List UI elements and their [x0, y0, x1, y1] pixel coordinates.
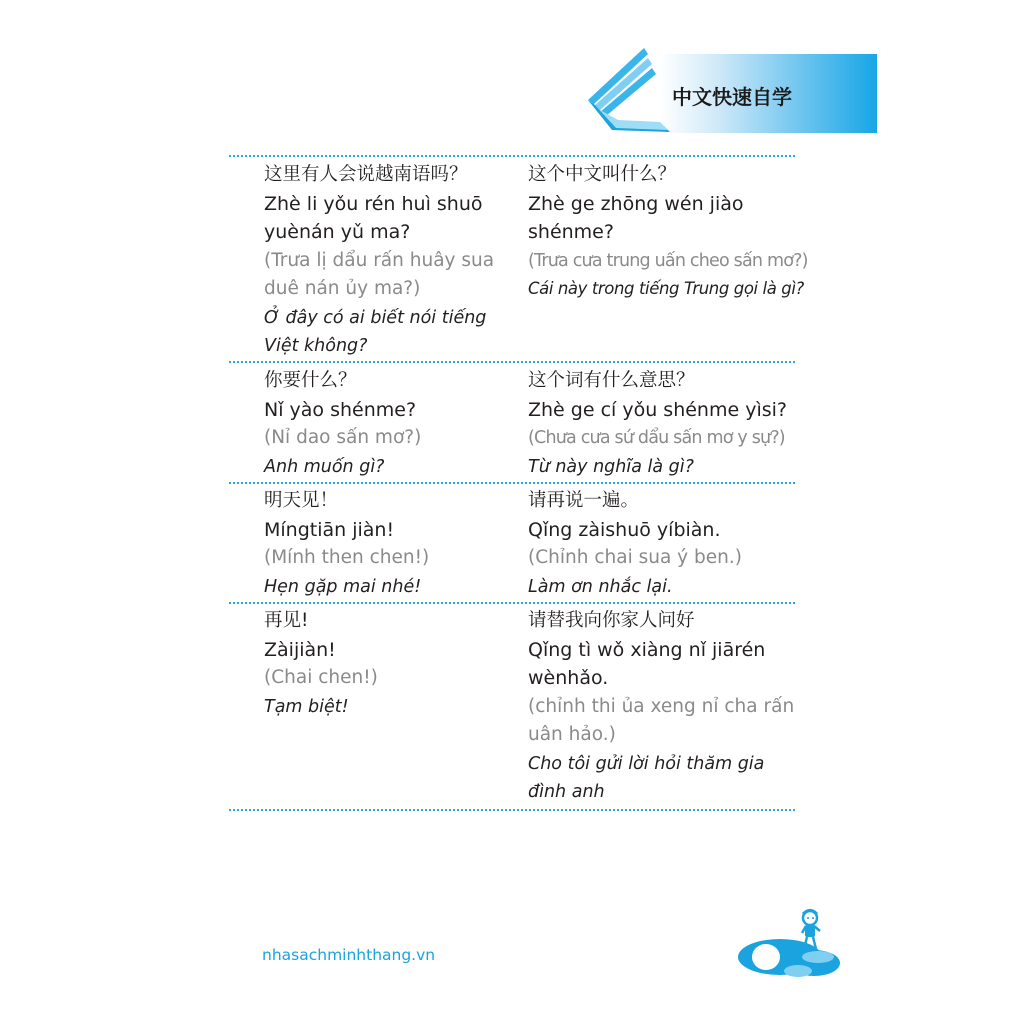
pinyin-text: Zhè ge zhōng wén jiào: [528, 192, 744, 215]
chinese-text: 这个词有什么意思？: [528, 370, 695, 391]
vietnamese-text: Việt không?: [264, 336, 368, 356]
pinyin-text: Nǐ yào shénme?: [264, 398, 417, 421]
pronunciation-text: (Chai chen!): [264, 667, 378, 688]
pinyin-text: Qǐng zàishuō yíbiàn.: [528, 518, 721, 541]
phrase-cell: [528, 367, 798, 481]
child-on-cloud-icon: [736, 905, 848, 985]
row-divider: [229, 809, 795, 811]
chinese-text: 再见!: [264, 610, 309, 631]
pronunciation-text: (Trưa cưa trung uấn cheo sấn mơ?): [528, 250, 808, 271]
pronunciation-text: (Chỉnh chai sua ý ben.): [528, 547, 742, 568]
phrase-cell: [264, 161, 534, 361]
phrase-cell: [264, 607, 534, 721]
chinese-text: 这里有人会说越南语吗？: [264, 164, 468, 185]
chinese-text: 请再说一遍。: [528, 490, 640, 511]
chinese-text: 请替我向你家人问好: [528, 610, 695, 631]
row-divider: [229, 361, 795, 363]
vietnamese-text: Ở đây có ai biết nói tiếng: [264, 307, 487, 328]
pronunciation-text: uân hảo.): [528, 724, 616, 745]
pinyin-text: Míngtiān jiàn!: [264, 518, 395, 541]
vietnamese-text: Hẹn gặp mai nhé!: [264, 576, 422, 597]
phrase-cell: [528, 161, 808, 304]
pronunciation-text: duê nán ủy ma?): [264, 278, 421, 299]
publisher-url: nhasachminhthang.vn: [262, 946, 436, 964]
pronunciation-text: (Nỉ dao sấn mơ?): [264, 427, 422, 448]
row-divider: [229, 602, 795, 604]
vietnamese-text: đình anh: [528, 782, 605, 802]
pronunciation-text: (chỉnh thi ủa xeng nỉ cha rấn: [528, 695, 795, 717]
pinyin-text: yuènán yǔ ma?: [264, 221, 411, 243]
pinyin-text: shénme?: [528, 221, 614, 243]
row-divider: [229, 482, 795, 484]
pinyin-text: Zhè ge cí yǒu shénme yìsi?: [528, 398, 787, 421]
chinese-text: 你要什么？: [264, 370, 357, 391]
row-divider: [229, 155, 795, 157]
vietnamese-text: Cho tôi gửi lời hỏi thăm gia: [528, 753, 765, 774]
pinyin-text: Zhè li yǒu rén huì shuō: [264, 192, 483, 215]
pronunciation-text: (Mính then chen!): [264, 547, 430, 568]
vietnamese-text: Làm ơn nhắc lại.: [528, 576, 673, 597]
phrase-cell: [528, 487, 798, 601]
phrase-cell: [528, 607, 798, 807]
phrase-cell: [264, 487, 534, 601]
vietnamese-text: Cái này trong tiếng Trung gọi là gì?: [528, 279, 804, 298]
vietnamese-text: Tạm biệt!: [264, 696, 349, 717]
chinese-text: 明天见！: [264, 490, 339, 511]
pinyin-text: wènhǎo.: [528, 667, 609, 689]
vietnamese-text: Từ này nghĩa là gì?: [528, 456, 694, 477]
pinyin-text: Qǐng tì wǒ xiàng nǐ jiārén: [528, 638, 766, 661]
pronunciation-text: (Trưa lị dẩu rấn huây sua: [264, 249, 495, 271]
page-number: 7: [764, 945, 776, 963]
vietnamese-text: Anh muốn gì?: [264, 456, 385, 477]
pinyin-text: Zàijiàn!: [264, 638, 336, 661]
header-title: 中文快速自学: [672, 85, 792, 109]
pronunciation-text: (Chưa cưa sứ dẩu sấn mơ y sự?): [528, 428, 785, 448]
chinese-text: 这个中文叫什么？: [528, 164, 677, 185]
phrase-cell: [264, 367, 534, 481]
open-book-icon: [578, 44, 674, 134]
